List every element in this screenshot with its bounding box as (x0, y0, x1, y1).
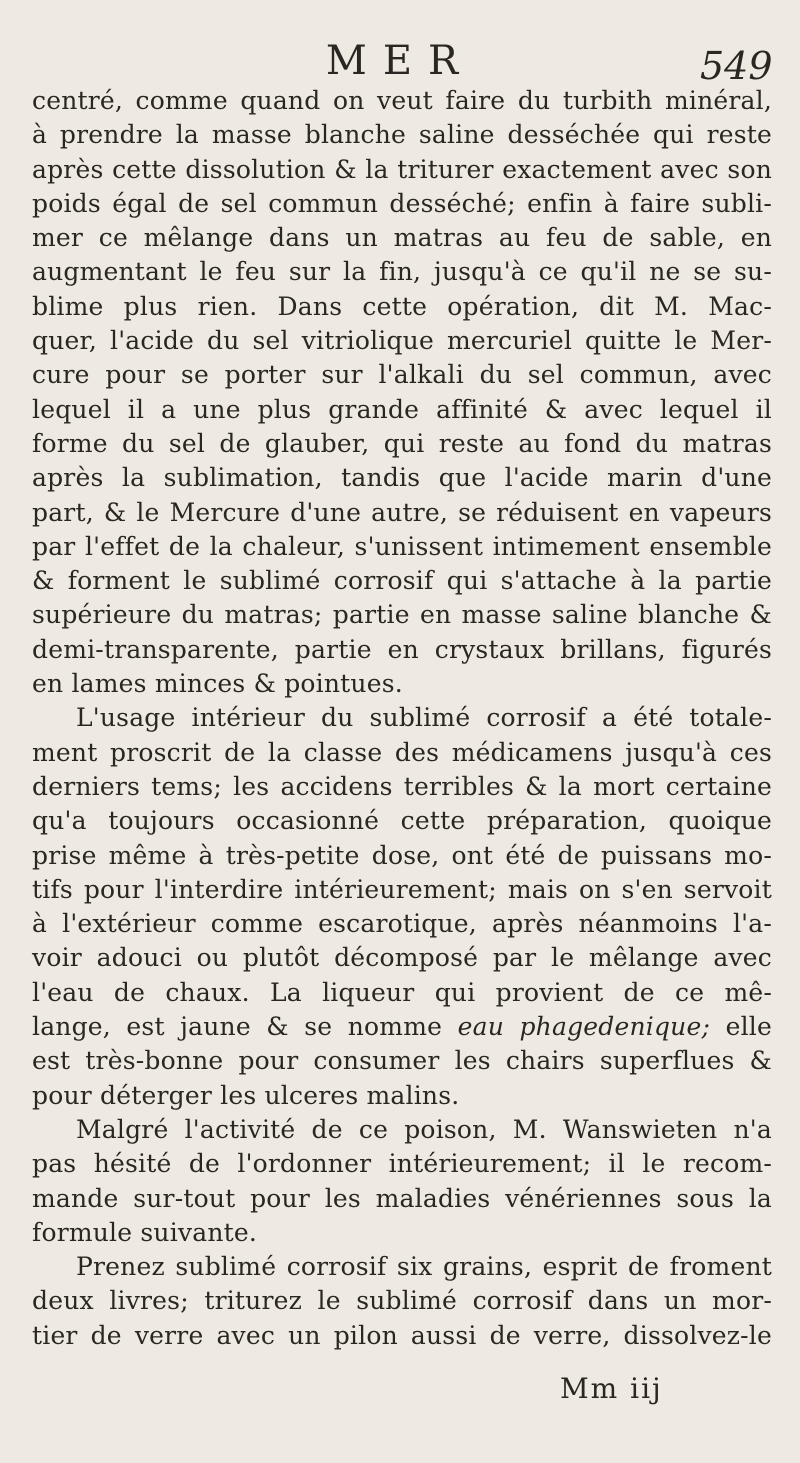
text-line: à l'extérieur comme escarotique, après néanmoins l'a- (32, 909, 772, 939)
text-line: formule suivante. (32, 1217, 258, 1247)
text-fragment: lange, est jaune & se nomme (32, 1012, 443, 1042)
text-line: derniers tems; les accidens terribles & la mort certaine (32, 771, 772, 801)
text-line: pour déterger les ulceres malins. (32, 1080, 460, 1110)
text-line: lequel il a une plus grande affinité & avec lequel il (32, 394, 772, 424)
text-line: centré, comme quand on veut faire du turbith minéral, (32, 86, 772, 115)
text-line: tifs pour l'interdire intérieurement; mais on s'en servoit (32, 874, 772, 904)
text-line: augmentant le feu sur la fin, jusqu'à ce qu'il ne se su- (32, 257, 772, 287)
text-line: Prenez sublimé corrosif six grains, esprit de froment (76, 1252, 772, 1282)
text-line: & forment le sublimé corrosif qui s'attache à la partie (32, 566, 772, 596)
text-line: est très-bonne pour consumer les chairs superflues & (32, 1046, 772, 1076)
text-line: prise même à très-petite dose, ont été de puissans mo- (32, 840, 772, 870)
page-header (0, 0, 800, 88)
text-line: part, & le Mercure d'une autre, se réduisent en vapeurs (32, 497, 772, 527)
text-line: L'usage intérieur du sublimé corrosif a été totale- (76, 703, 772, 733)
running-head: MER (325, 38, 475, 84)
text-fragment: elle (725, 1012, 772, 1042)
signature-mark: Mm iij (560, 1372, 663, 1405)
text-line: forme du sel de glauber, qui reste au fond du matras (32, 428, 772, 458)
text-line: voir adouci ou plutôt décomposé par le mêlange avec (32, 943, 772, 973)
text-line: l'eau de chaux. La liqueur qui provient de ce mê- (32, 977, 772, 1007)
text-line: après cette dissolution & la triturer exactement avec son (32, 154, 772, 184)
italic-term: eau phagedenique; (457, 1012, 711, 1042)
text-line: supérieure du matras; partie en masse saline blanche & (32, 600, 772, 630)
text-line: blime plus rien. Dans cette opération, dit M. Mac- (32, 291, 772, 321)
text-line: pas hésité de l'ordonner intérieurement; il le recom- (32, 1149, 772, 1179)
text-line: mande sur-tout pour les maladies vénériennes sous la (32, 1183, 772, 1213)
text-line: quer, l'acide du sel vitriolique mercuriel quitte le Mer- (32, 326, 772, 356)
text-line: après la sublimation, tandis que l'acide marin d'une (32, 463, 772, 493)
text-line: poids égal de sel commun desséché; enfin à faire subli- (32, 188, 772, 218)
body-text (32, 84, 772, 1353)
text-line: cure pour se porter sur l'alkali du sel commun, avec (32, 360, 772, 390)
text-line: qu'a toujours occasionné cette préparation, quoique (32, 806, 772, 836)
text-line (32, 1010, 772, 1044)
page-number: 549 (700, 44, 773, 88)
text-line: Malgré l'activité de ce poison, M. Wanswieten n'a (76, 1114, 772, 1144)
text-line: mer ce mêlange dans un matras au feu de sable, en (32, 223, 772, 253)
text-line: tier de verre avec un pilon aussi de verre, dissolvez-le (32, 1320, 772, 1350)
text-line: demi-transparente, partie en crystaux brillans, figurés (32, 634, 772, 664)
text-line: par l'effet de la chaleur, s'unissent intimement ensemble (32, 531, 772, 561)
text-line: en lames minces & pointues. (32, 669, 403, 699)
text-line: deux livres; triturez le sublimé corrosif dans un mor- (32, 1286, 772, 1316)
text-line: à prendre la masse blanche saline desséchée qui reste (32, 120, 772, 150)
text-line: ment proscrit de la classe des médicamens jusqu'à ces (32, 737, 772, 767)
